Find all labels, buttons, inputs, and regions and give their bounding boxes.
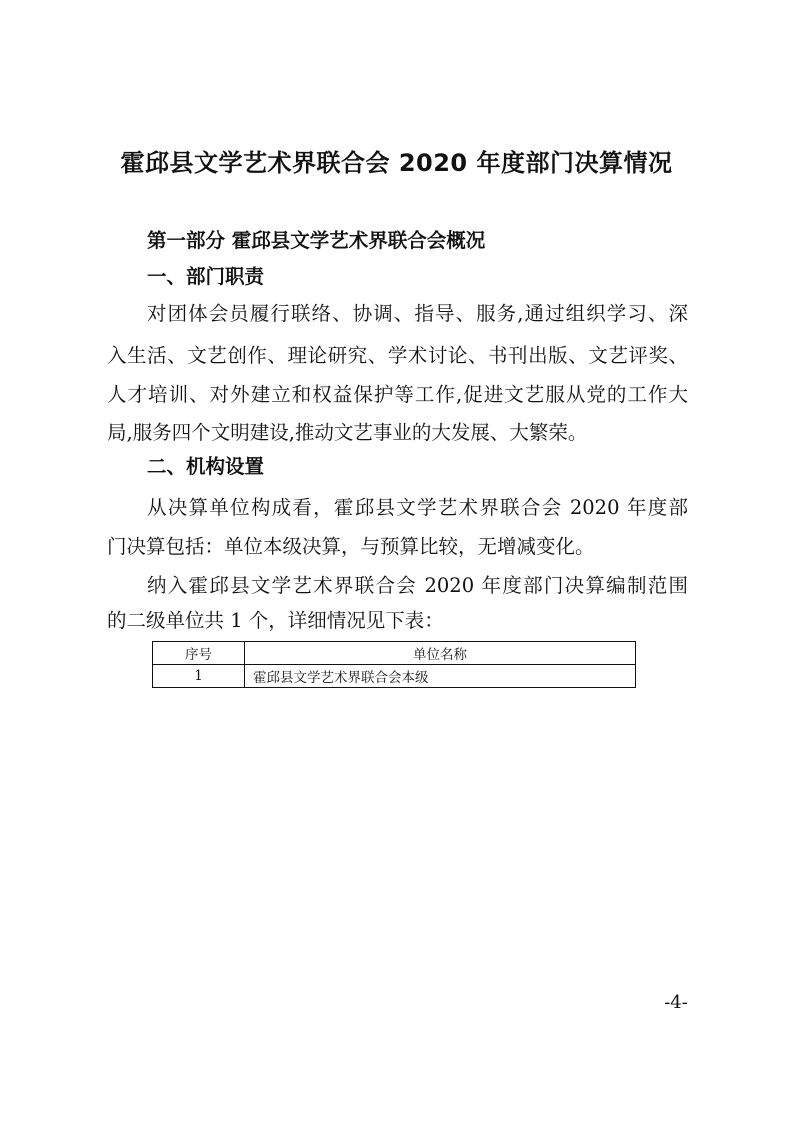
page-number: -4- [664,992,688,1013]
structure-line-2: 门决算包括：单位本级决算，与预算比较，无增减变化。 [107,535,595,558]
table-header-index: 序号 [153,642,245,665]
duties-line-2: 入生活、文艺创作、理论研究、学术讨论、书刊出版、文艺评奖、 [107,344,688,367]
structure-line-1: 从决算单位构成看，霍邱县文学艺术界联合会 2020 年度部 [147,496,688,519]
table-cell-unit-name: 霍邱县文学艺术界联合会本级 [245,665,636,688]
section-heading-structure: 二、机构设置 [147,455,265,478]
section-heading-duties: 一、部门职责 [147,265,265,288]
table-header-unit-name: 单位名称 [245,642,636,665]
structure-line-4: 的二级单位共 1 个，详细情况见下表： [107,609,444,632]
document-title: 霍邱县文学艺术界联合会 2020 年度部门决算情况 [120,149,673,177]
duties-line-3: 人才培训、对外建立和权益保护等工作,促进文艺服从党的工作大 [107,383,688,406]
part-heading: 第一部分 霍邱县文学艺术界联合会概况 [147,229,486,252]
duties-line-4: 局,服务四个文明建设,推动文艺事业的大发展、大繁荣。 [107,421,588,444]
table-header-row [153,642,636,665]
duties-line-1: 对团体会员履行联络、协调、指导、服务,通过组织学习、深 [147,302,688,325]
table-cell-index: 1 [153,665,245,688]
table-row [153,665,636,688]
structure-line-3: 纳入霍邱县文学艺术界联合会 2020 年度部门决算编制范围 [147,574,688,597]
unit-table [152,641,636,688]
